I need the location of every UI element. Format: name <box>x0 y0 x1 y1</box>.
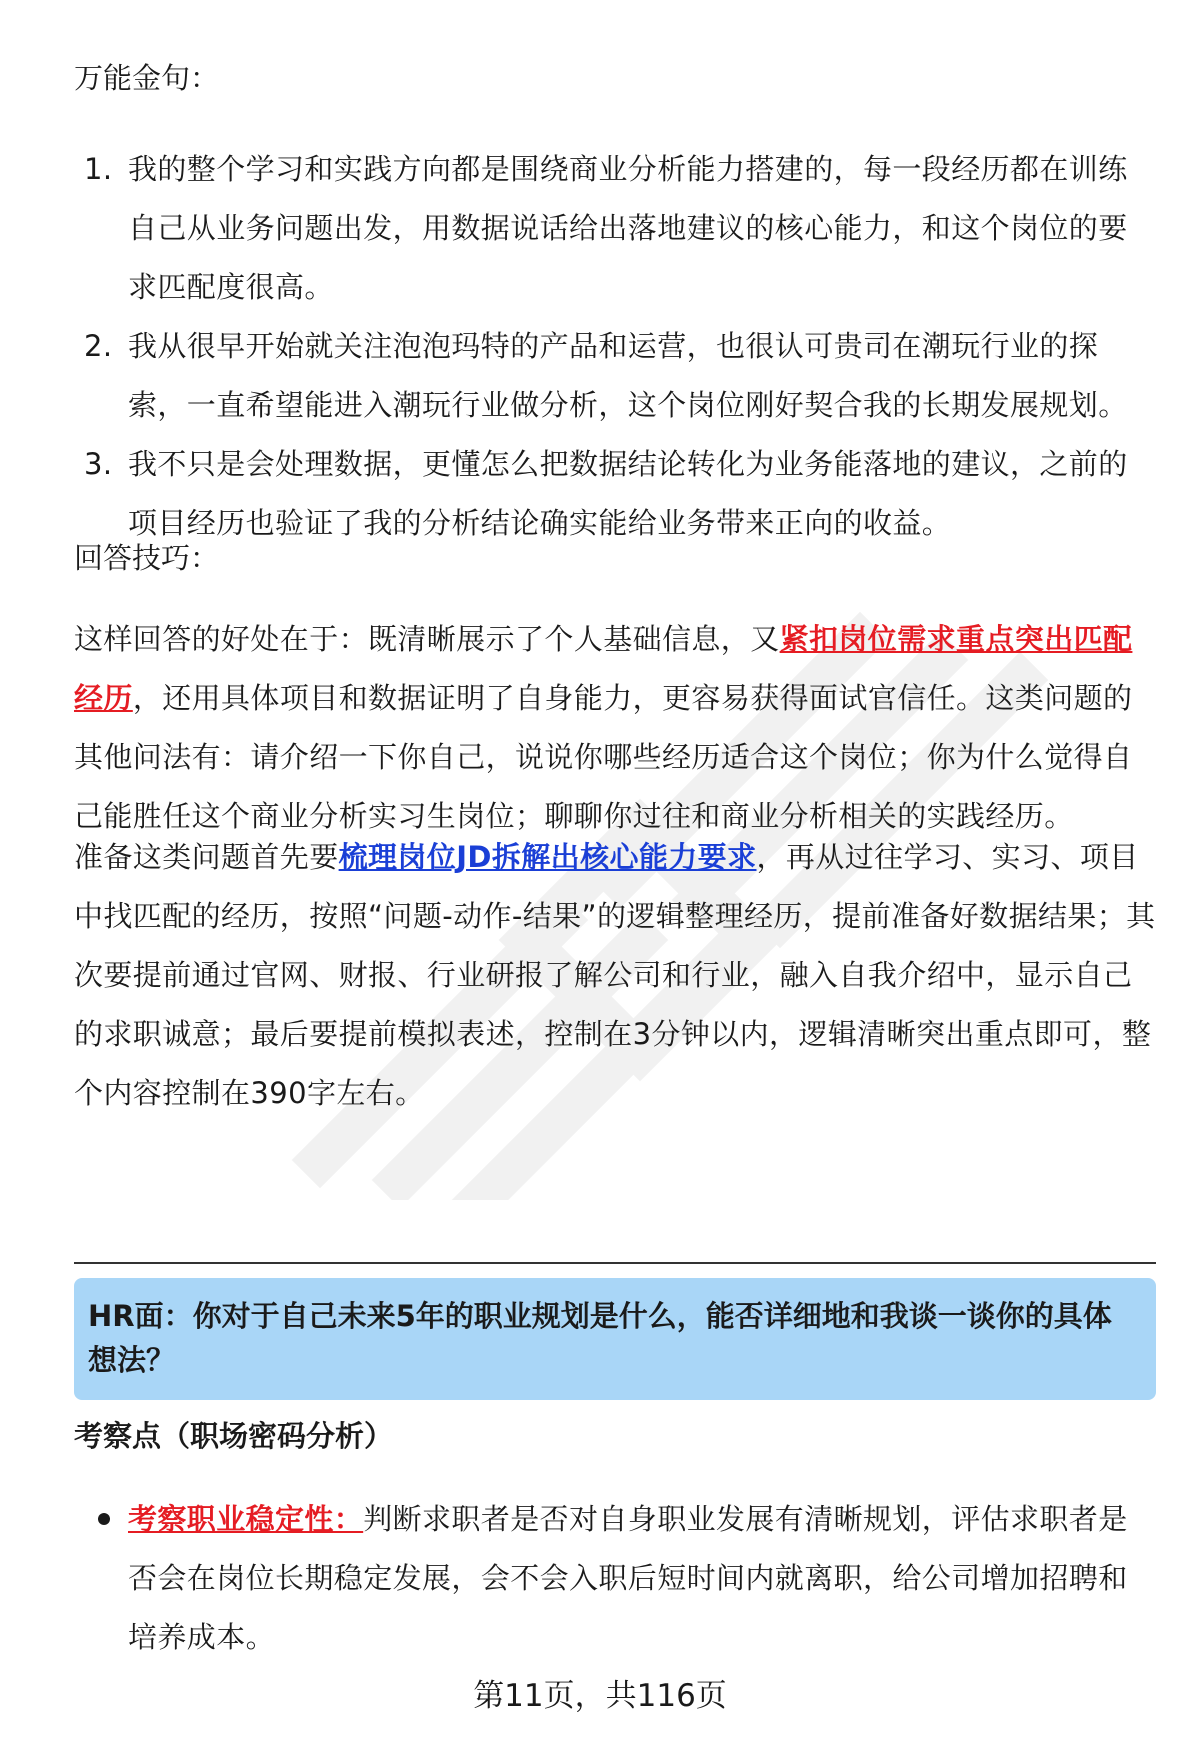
tips-text: 准备这类问题首先要 <box>74 840 339 874</box>
section-divider <box>74 1262 1156 1264</box>
page-number: 第11页，共116页 <box>473 1678 727 1714</box>
list-number: 1. <box>84 152 113 186</box>
tips-text: ，再从过往学习、实习、项目中找匹配的经历，按照“问题-动作-结果”的逻辑整理经历，提前准备好数据结果；其次要提前通过官网、财报、行业研报了解公司和行业，融入自我介绍中，显示自己的求职诚意；最后要提前模拟表述，控制在3分钟以内，逻辑清晰突出重点即可，整个内容控制在390字左右。 <box>74 840 1156 1110</box>
analysis-bullet <box>74 1490 1156 1667</box>
tips-text: ，还用具体项目和数据证明了自身能力，更容易获得面试官信任。这类问题的其他问法有：请介绍一下你自己，说说你哪些经历适合这个岗位；你为什么觉得自己能胜任这个商业分析实习生岗位；聊聊你过往和商业分析相关的实践经历。 <box>74 681 1133 833</box>
tips-paragraph-2 <box>74 828 1156 1123</box>
answer-tips-heading: 回答技巧： <box>74 541 220 575</box>
tips-text: 这样回答的好处在于：既清晰展示了个人基础信息，又 <box>74 622 780 656</box>
list-item-text: 我的整个学习和实践方向都是围绕商业分析能力搭建的，每一段经历都在训练自己从业务问题出发，用数据说话给出落地建议的核心能力，和这个岗位的要求匹配度很高。 <box>128 152 1128 304</box>
list-item <box>74 435 1156 553</box>
tips-paragraph-1 <box>74 610 1156 846</box>
golden-sentences-heading: 万能金句： <box>74 61 220 95</box>
list-item <box>74 140 1156 317</box>
list-item-text: 我从很早开始就关注泡泡玛特的产品和运营，也很认可贵司在潮玩行业的探索，一直希望能进入潮玩行业做分析，这个岗位刚好契合我的长期发展规划。 <box>128 329 1128 422</box>
question-box <box>74 1278 1156 1400</box>
question-text: HR面：你对于自己未来5年的职业规划是什么，能否详细地和我谈一谈你的具体想法？ <box>88 1299 1112 1377</box>
highlight-red-link[interactable]: 紧扣岗位需求重点突出匹配经历 <box>74 622 1133 715</box>
list-item <box>74 317 1156 435</box>
list-item-text: 我不只是会处理数据，更懂怎么把数据结论转化为业务能落地的建议，之前的项目经历也验证了我的分析结论确实能给业务带来正向的收益。 <box>128 447 1128 540</box>
bullet-dot-icon <box>98 1513 110 1525</box>
golden-sentences-list <box>74 140 1156 553</box>
analysis-heading: 考察点（职场密码分析） <box>74 1419 394 1453</box>
bullet-text: 判断求职者是否对自身职业发展有清晰规划，评估求职者是否会在岗位长期稳定发展，会不会入职后短时间内就离职，给公司增加招聘和培养成本。 <box>128 1502 1128 1654</box>
list-number: 2. <box>84 329 113 363</box>
highlight-red-link[interactable]: 考察职业稳定性： <box>128 1502 364 1536</box>
list-number: 3. <box>84 447 113 481</box>
highlight-blue-link[interactable]: 梳理岗位JD拆解出核心能力要求 <box>338 840 757 874</box>
